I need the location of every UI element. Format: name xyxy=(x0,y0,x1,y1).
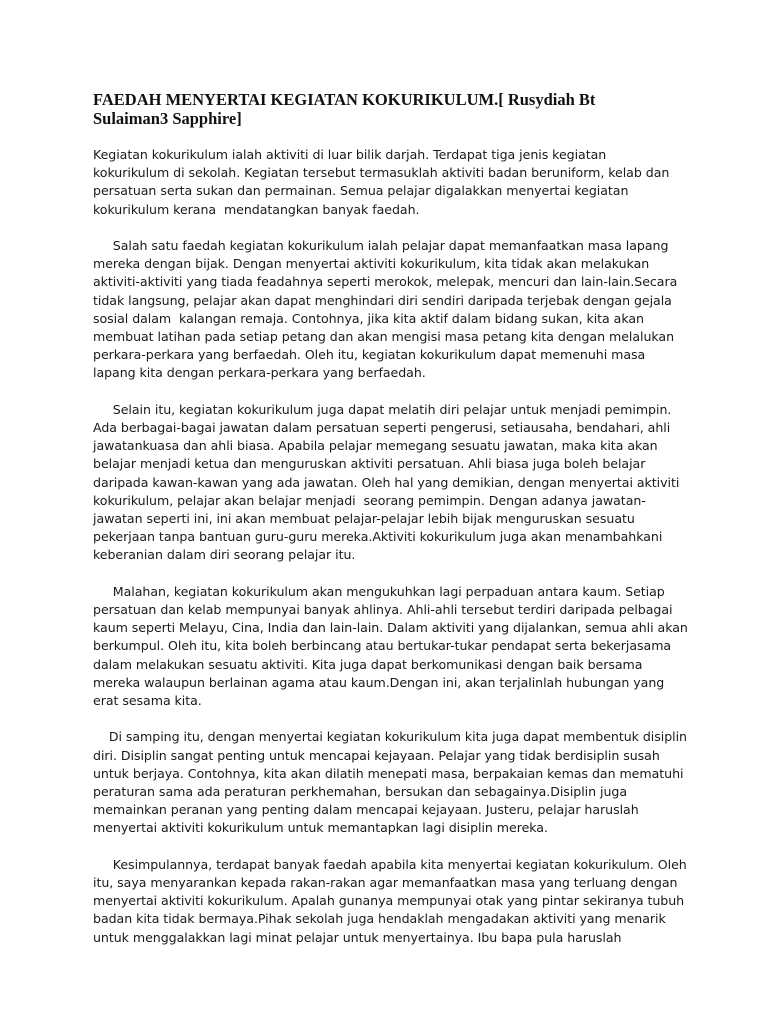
paragraph-leisure: Salah satu faedah kegiatan kokurikulum ialah pelajar dapat memanfaatkan masa lapang mereka dengan bijak. Dengan menyertai aktiviti kokurikulum, kita tidak akan melakukan aktiviti-aktiviti yang tiada feadahnya seperti merokok, melepak, mencuri dan lain-lain.Secara tidak langsung, pelajar akan dapat menghindari diri sendiri daripada terjebak dengan gejala sosial dalam kalangan remaja. Contohnya, jika kita aktif dalam bidang sukan, kita akan membuat latihan pada setiap petang dan akan mengisi masa petang kita dengan melalukan perkara-perkara yang berfaedah. Oleh itu, kegiatan kokurikulum dapat memenuhi masa lapang kita dengan perkara-perkara yang berfaedah. xyxy=(93,238,678,381)
paragraph-leadership: Selain itu, kegiatan kokurikulum juga dapat melatih diri pelajar untuk menjadi pemimpin. Ada berbagai-bagai jawatan dalam persatuan seperti pengerusi, setiausaha, bendahari, ahli jawatankuasa dan ahli biasa. Apabila pelajar memegang sesuatu jawatan, maka kita akan belajar menjadi ketua dan menguruskan aktiviti persatuan. Ahli biasa juga boleh belajar daripada kawan-kawan yang ada jawatan. Oleh hal yang demikian, dengan menyertai aktiviti kokurikulum, pelajar akan belajar menjadi seorang pemimpin. Dengan adanya jawatan- jawatan seperti ini, ini akan membuat pelajar-pelajar lebih bijak menguruskan sesuatu pekerjaan tanpa bantuan guru-guru mereka.Aktiviti kokurikulum juga akan menambahkani keberanian dalam diri seorang pelajar itu. xyxy=(93,401,680,563)
paragraph-discipline: Di samping itu, dengan menyertai kegiatan kokurikulum kita juga dapat membentuk disiplin diri. Disiplin sangat penting untuk mencapai kejayaan. Pelajar yang tidak berdisiplin susah untuk berjaya. Contohnya, kita akan dilatih menepati masa, berpakaian kemas dan mematuhi peraturan sama ada peraturan perkhemahan, bersukan dan sebagainya.Disiplin juga memainkan peranan yang penting dalam mencapai kejayaan. Justeru, pelajar haruslah menyertai aktiviti kokurikulum untuk memantapkan lagi disiplin mereka. xyxy=(93,729,687,836)
document-page xyxy=(93,90,693,965)
paragraph-intro: Kegiatan kokurikulum ialah aktiviti di luar bilik darjah. Terdapat tiga jenis kegiatan kokurikulum di sekolah. Kegiatan tersebut termasuklah aktiviti badan beruniform, kelab dan persatuan serta sukan dan permainan. Semua pelajar digalakkan menyertai kegiatan kokurikulum kerana mendatangkan banyak faedah. xyxy=(93,147,670,217)
paragraph-conclusion: Kesimpulannya, terdapat banyak faedah apabila kita menyertai kegiatan kokurikulum. Oleh itu, saya menyarankan kepada rakan-rakan agar memanfaatkan masa yang terluang dengan menyertai aktiviti kokurikulum. Apalah gunanya mempunyai otak yang pintar sekiranya tubuh badan kita tidak bermaya.Pihak sekolah juga hendaklah mengadakan aktiviti yang menarik untuk menggalakkan lagi minat pelajar untuk menyertainya. Ibu bapa pula haruslah xyxy=(93,856,687,945)
paragraph-unity: Malahan, kegiatan kokurikulum akan mengukuhkan lagi perpaduan antara kaum. Setiap persatuan dan kelab mempunyai banyak ahlinya. Ahli-ahli tersebut terdiri daripada pelbagai kaum seperti Melayu, Cina, India dan lain-lain. Dalam aktiviti yang dijalankan, semua ahli akan berkumpul. Oleh itu, kita boleh berbincang atau bertukar-tukar pendapat serta bekerjasama dalam melakukan sesuatu aktiviti. Kita juga dapat berkomunikasi dengan baik bersama mereka walaupun berlainan agama atau kaum.Dengan ini, akan terjalinlah hubungan yang erat sesama kita. xyxy=(93,583,688,709)
document-title: FAEDAH MENYERTAI KEGIATAN KOKURIKULUM.[ Rusydiah Bt Sulaiman3 Sapphire] xyxy=(93,90,596,128)
